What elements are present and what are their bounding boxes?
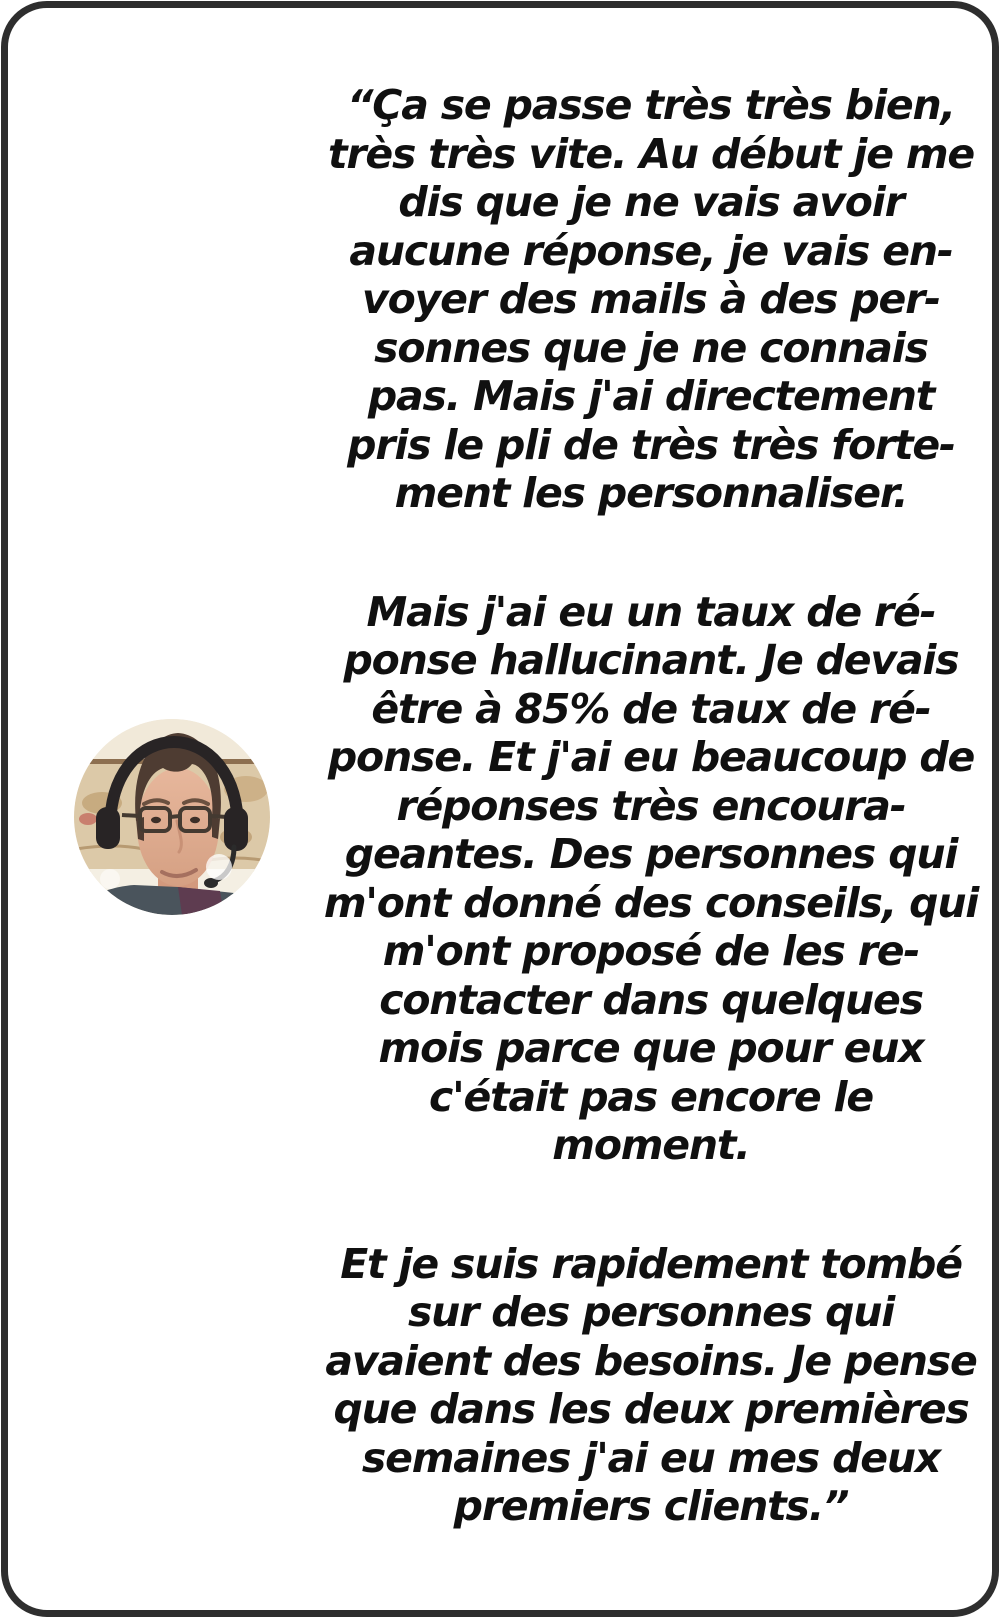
quote-line: pas. Mais j'ai directement — [367, 372, 935, 420]
quote-line: dis que je ne vais avoir — [398, 178, 904, 226]
quote-line: contacter dans quelques — [379, 975, 923, 1024]
quote-paragraph-3 — [303, 1240, 999, 1531]
quote-line: sur des personnes qui — [407, 1288, 895, 1336]
quote-line: que dans les deux premières — [333, 1385, 969, 1433]
quote-line: semaines j'ai eu mes deux — [361, 1433, 941, 1482]
quote-line: aucune réponse, je vais en- — [349, 226, 953, 275]
quote-line: être à 85% de taux de ré- — [371, 684, 931, 733]
glare-highlight-right — [206, 854, 232, 880]
eye-left — [151, 817, 161, 823]
testimonial-card — [1, 1, 999, 1617]
quote-line: m'ont donné des conseils, qui — [323, 878, 979, 927]
quote-line: premiers clients.” — [453, 1482, 849, 1530]
quote-line: mois parce que pour eux — [378, 1024, 924, 1072]
quote-line: “Ça se passe très très bien, — [347, 81, 955, 129]
quote-line: pris le pli de très très forte- — [347, 420, 955, 469]
customer-photo — [74, 719, 270, 915]
headset-earcup-left — [96, 807, 120, 849]
quote-line: Mais j'ai eu un taux de ré- — [366, 587, 936, 636]
quote-line: m'ont proposé de les re- — [382, 927, 920, 975]
quote-line: geantes. Des personnes qui — [344, 830, 958, 878]
quote-line: ponse hallucinant. Je devais — [343, 636, 959, 684]
headset-earcup-right — [224, 807, 248, 851]
testimonial-quote — [303, 81, 999, 1531]
quote-line: Et je suis rapidement tombé — [340, 1239, 962, 1288]
quote-line: c'était pas encore le — [429, 1072, 873, 1121]
quote-line: sonnes que je ne connais — [374, 323, 928, 372]
quote-line: avaient des besoins. Je pense — [325, 1336, 977, 1385]
avatar — [74, 719, 270, 915]
eye-right — [190, 817, 200, 823]
quote-paragraph-2 — [303, 588, 999, 1170]
quote-line: réponses très encoura- — [396, 781, 906, 830]
quote-paragraph-1 — [303, 81, 999, 518]
quote-line: ment les personnaliser. — [394, 469, 908, 517]
quote-line: très très vite. Au début je me — [327, 129, 975, 178]
quote-line: ponse. Et j'ai eu beaucoup de — [327, 733, 975, 781]
glare-highlight-left — [100, 869, 120, 889]
quote-line: moment. — [552, 1121, 750, 1169]
quote-line: voyer des mails à des per- — [362, 275, 940, 323]
